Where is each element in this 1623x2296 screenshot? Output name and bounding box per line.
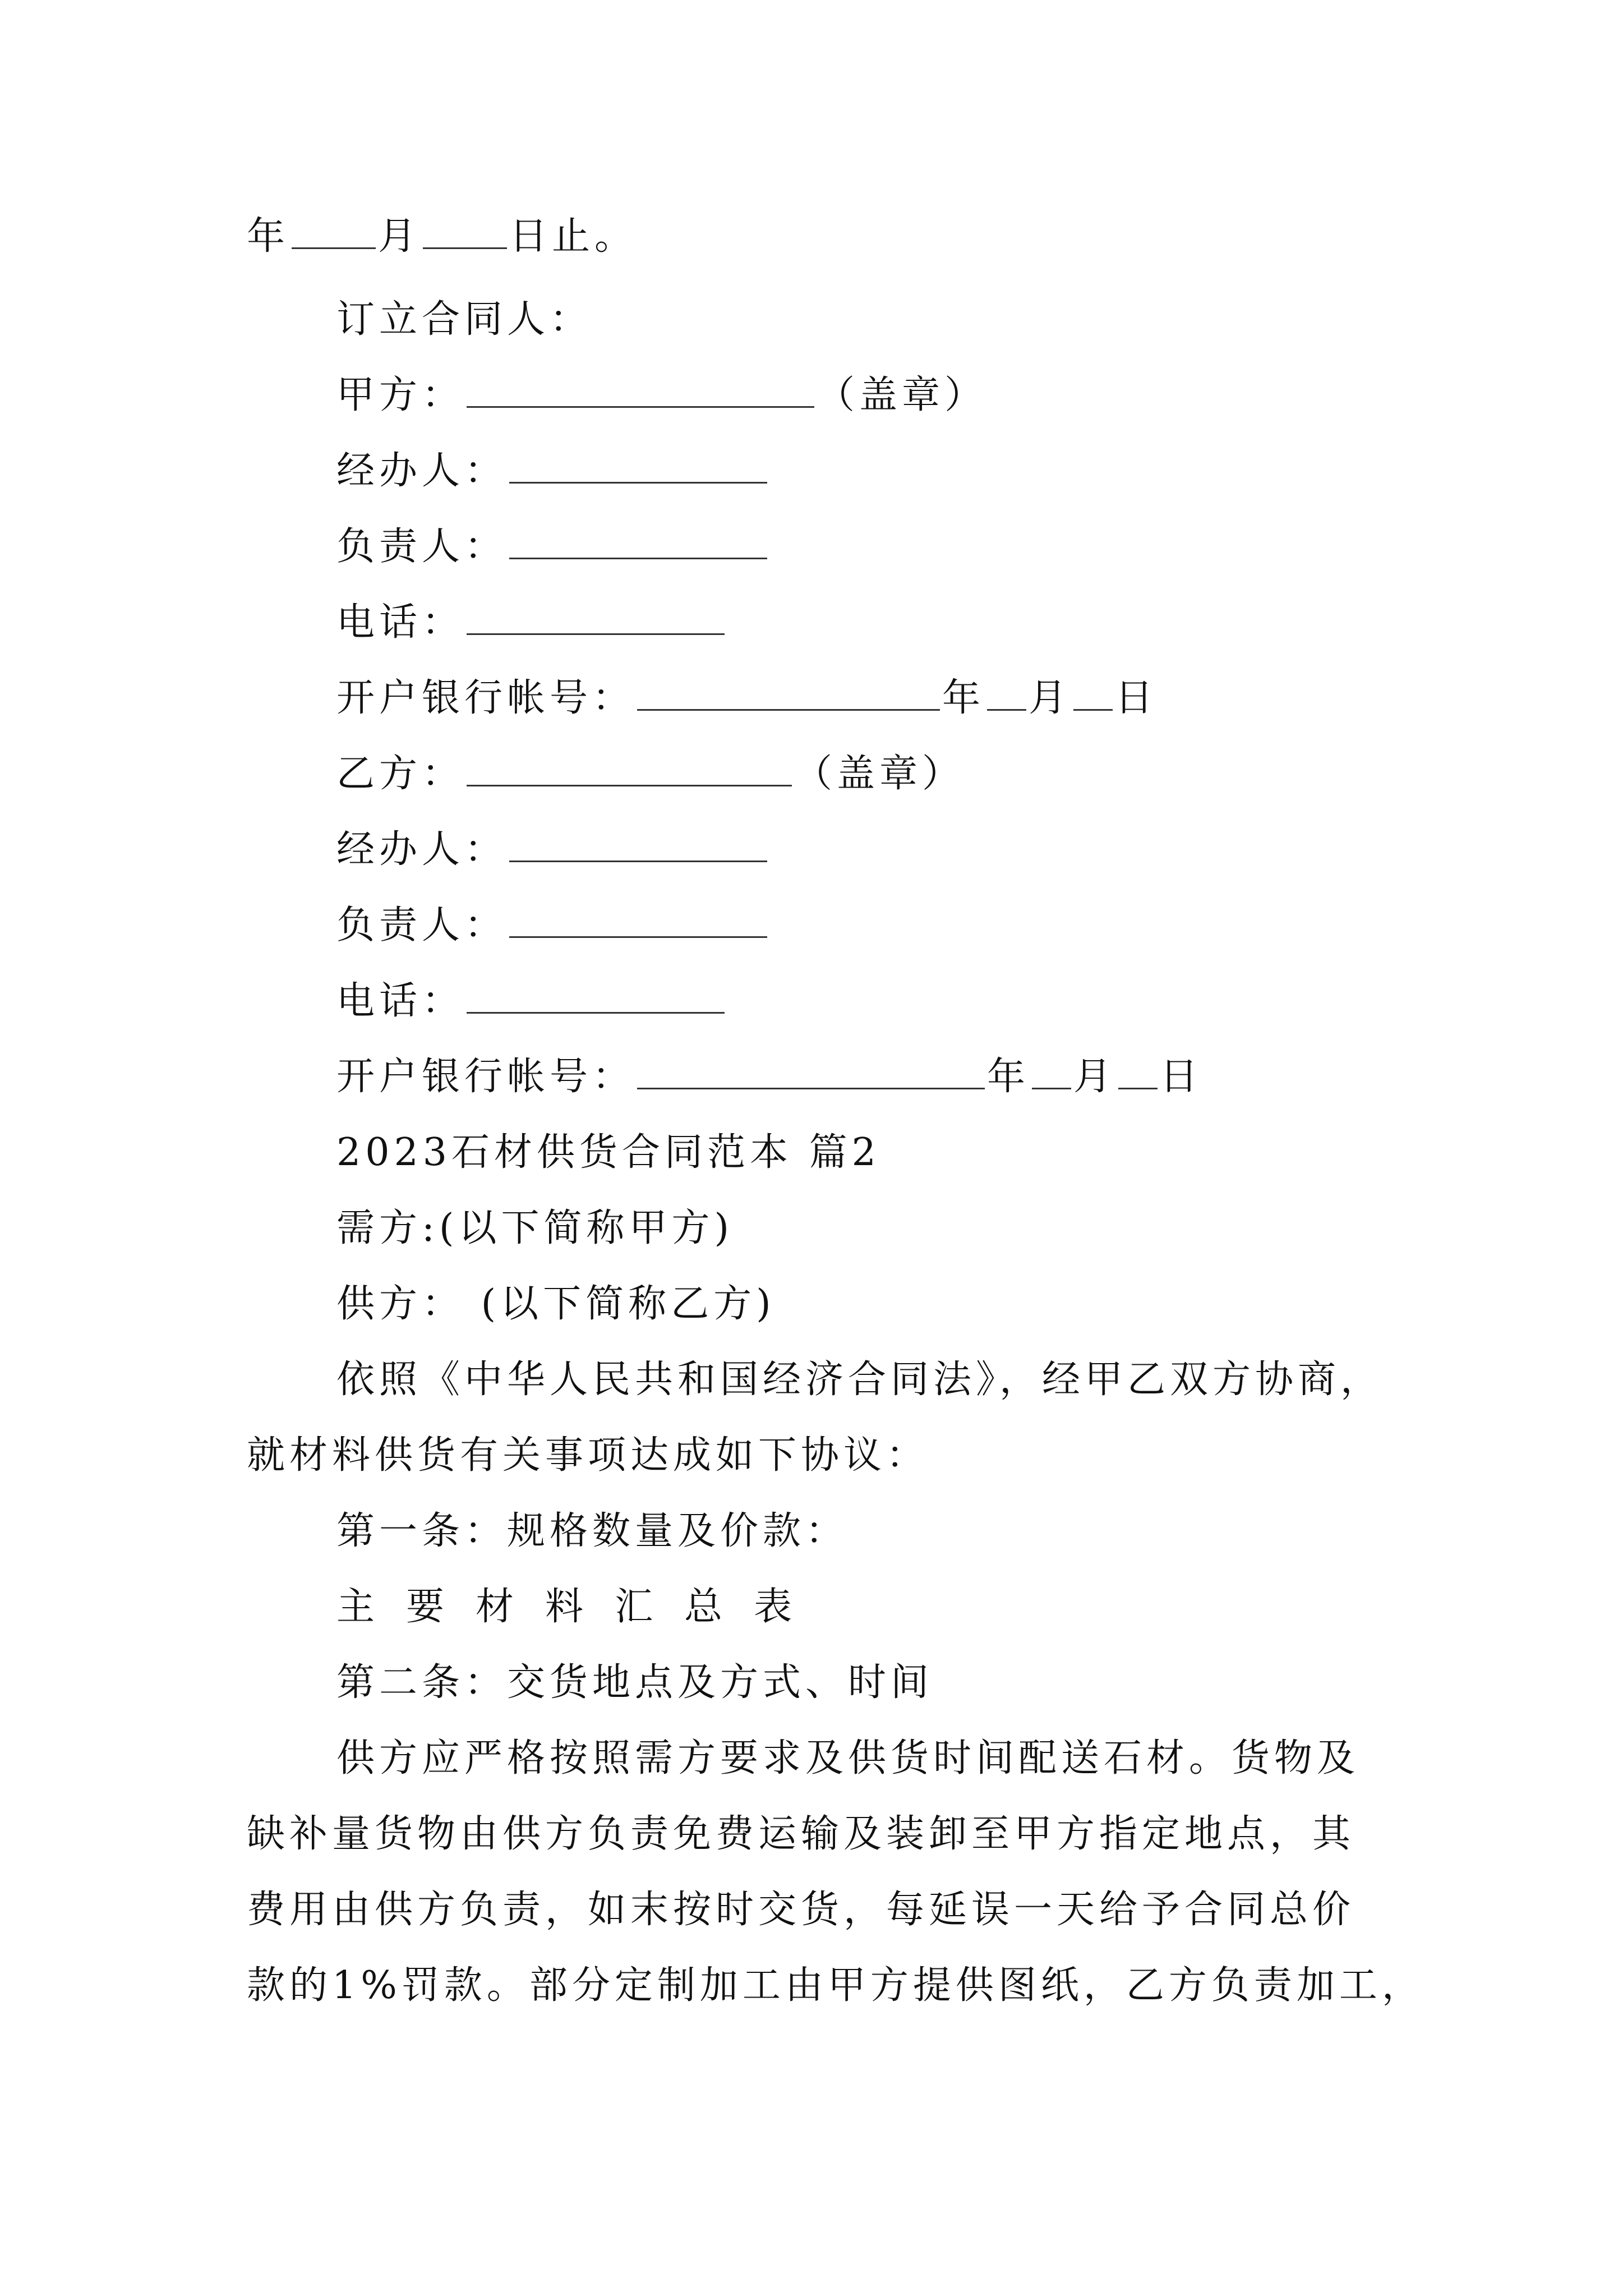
party-a-agent-blank — [509, 452, 767, 484]
party-a-agent-label: 经办人： — [336, 449, 508, 493]
party-b-month-blank — [1032, 1057, 1071, 1089]
year-text: 年 — [247, 214, 290, 259]
party-a-phone-label: 电话： — [336, 600, 465, 645]
intro-paragraph-line-1: 依照《中华人民共和国经济合同法》，经甲乙双方协商， — [336, 1358, 1384, 1402]
party-a-day-blank — [1073, 679, 1113, 711]
party-a-month-blank — [987, 679, 1026, 711]
body-paragraph-line-3: 费用由供方负责，如末按时交货，每延误一天给予合同总价 — [247, 1888, 1355, 1932]
party-a-name-blank — [467, 376, 814, 408]
party-a-day-text: 日 — [1115, 676, 1158, 720]
party-a-seal: （盖章） — [817, 373, 988, 417]
party-a-label: 甲方： — [336, 373, 465, 417]
party-b-principal-line — [336, 903, 769, 948]
table-title: 主要材料汇总表 — [336, 1585, 824, 1629]
party-b-phone-blank — [467, 982, 725, 1014]
date-end-line — [247, 214, 637, 259]
body-paragraph-line-1: 供方应严格按照需方要求及供货时间配送石材。货物及 — [336, 1736, 1360, 1780]
party-b-agent-blank — [509, 830, 767, 862]
demander-line: 需方:(以下简称甲方) — [336, 1206, 734, 1250]
party-b-phone-line — [336, 979, 727, 1024]
day-text: 日止。 — [509, 214, 638, 259]
party-b-phone-label: 电话： — [336, 979, 465, 1023]
party-a-principal-blank — [509, 527, 767, 559]
article-1-heading: 第一条：规格数量及价款： — [336, 1509, 849, 1553]
intro-paragraph-line-2: 就材料供货有关事项达成如下协议： — [247, 1433, 929, 1478]
party-b-seal: （盖章） — [794, 752, 965, 796]
party-a-bank-blank — [637, 679, 940, 711]
party-a-year-text: 年 — [942, 676, 985, 720]
party-b-name-blank — [467, 754, 792, 786]
party-b-label: 乙方： — [336, 752, 465, 796]
party-b-agent-label: 经办人： — [336, 827, 508, 872]
month-blank — [292, 217, 376, 249]
supplier-line: 供方： (以下简称乙方) — [336, 1282, 776, 1326]
party-b-principal-label: 负责人： — [336, 903, 508, 947]
party-b-agent-line — [336, 827, 769, 872]
section-title: 2023石材供货合同范本 篇2 — [336, 1130, 880, 1175]
day-blank — [423, 217, 507, 249]
party-a-phone-blank — [467, 603, 725, 635]
party-a-agent-line — [336, 449, 769, 494]
party-b-month-text: 月 — [1073, 1055, 1117, 1099]
month-text: 月 — [378, 214, 421, 259]
party-b-principal-blank — [509, 906, 767, 938]
party-a-bank-label: 开户银行帐号： — [336, 676, 635, 720]
party-b-bank-line — [336, 1055, 1202, 1099]
body-paragraph-line-4: 款的1%罚款。部分定制加工由甲方提供图纸，乙方负责加工， — [247, 1963, 1424, 2008]
party-a-principal-line — [336, 524, 769, 569]
party-a-bank-line — [336, 676, 1158, 721]
body-paragraph-line-2: 缺补量货物由供方负责免费运输及装卸至甲方指定地点，其 — [247, 1812, 1355, 1856]
party-b-day-text: 日 — [1160, 1055, 1203, 1099]
party-b-bank-blank — [637, 1057, 985, 1089]
party-b-line — [336, 752, 965, 797]
article-2-heading: 第二条：交货地点及方式、时间 — [336, 1660, 934, 1705]
party-b-bank-label: 开户银行帐号： — [336, 1055, 635, 1099]
party-a-phone-line — [336, 600, 727, 645]
party-b-year-text: 年 — [987, 1055, 1030, 1099]
party-a-principal-label: 负责人： — [336, 524, 508, 569]
party-b-day-blank — [1118, 1057, 1158, 1089]
signatories-heading: 订立合同人： — [336, 297, 593, 342]
party-a-month-text: 月 — [1029, 676, 1072, 720]
party-a-line — [336, 373, 987, 418]
